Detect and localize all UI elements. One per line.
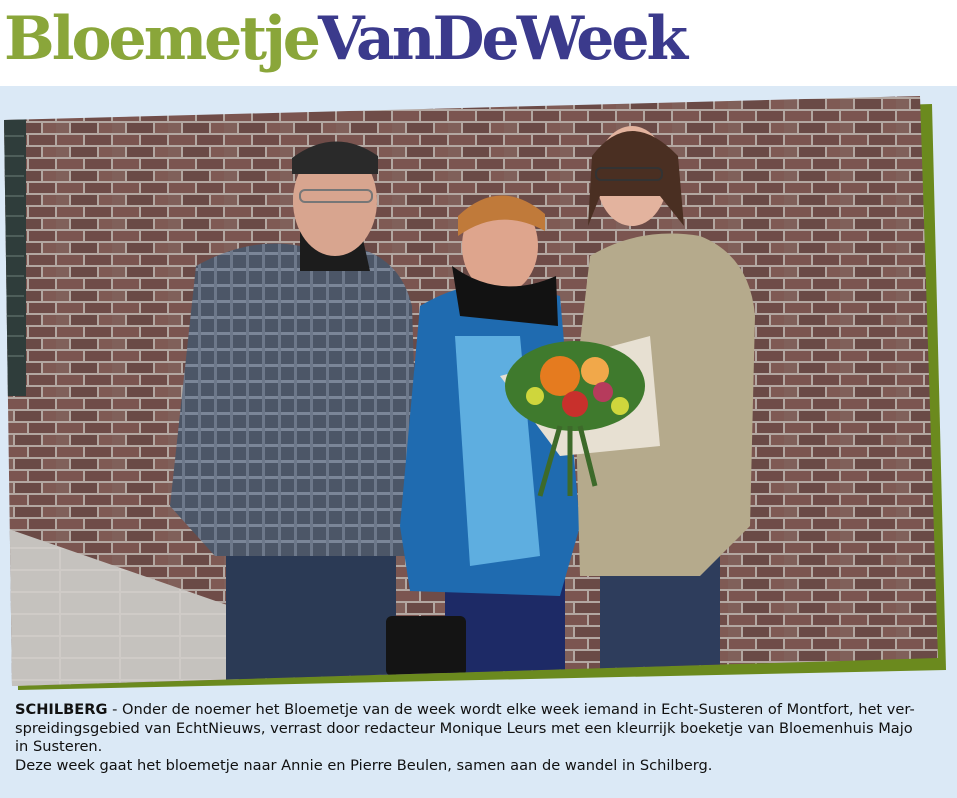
caption-line-1: - Onder de noemer het Bloemetje van de week wordt elke week iemand in Echt-Susteren of Montfort, het ver- (107, 701, 915, 718)
title-part-bloemetje: Bloemetje (4, 4, 318, 74)
page-header (0, 0, 957, 86)
article-panel (0, 86, 957, 798)
photo-caption (15, 701, 950, 775)
caption-dateline: SCHILBERG (15, 701, 108, 718)
caption-line-2: spreidingsgebied van EchtNieuws, verrast door redacteur Monique Leurs met een kleurrijk boeketje van Bloemenhuis Majo (15, 719, 913, 737)
caption-line-4: Deze week gaat het bloemetje naar Annie en Pierre Beulen, samen aan de wandel in Schilberg. (15, 756, 713, 774)
caption-line-3: in Susteren. (15, 738, 103, 755)
caption-paragraph-1 (15, 701, 950, 720)
page-title (4, 0, 685, 78)
title-part-vandeweek: VanDeWeek (317, 4, 686, 74)
article-photo (0, 86, 957, 798)
